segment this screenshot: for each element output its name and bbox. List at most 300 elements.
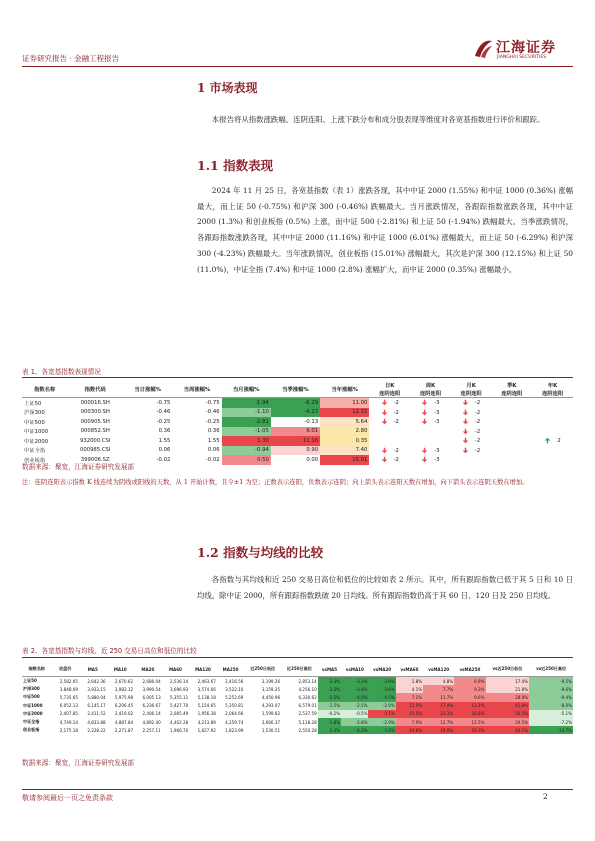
- table-cell: 19.3%: [454, 726, 485, 734]
- pct-change-y: 5.64: [320, 417, 369, 427]
- table-header-row: [22, 381, 573, 398]
- table-cell: 3,848.09: [59, 686, 78, 692]
- table-row: [22, 685, 573, 693]
- arrow-down-icon: [462, 447, 469, 454]
- table-cell: 9.3%: [454, 685, 485, 693]
- table-cell: 2,199.26: [261, 678, 281, 684]
- table-cell: 4.1%: [396, 685, 423, 693]
- streak-value: -2: [393, 419, 399, 426]
- header-divider: [22, 66, 573, 67]
- arrow-down-icon: [381, 456, 388, 463]
- table-cell: 3,696.93: [170, 686, 189, 692]
- table-cell: -5.1%: [529, 710, 573, 718]
- table-cell: -2.5%: [341, 702, 368, 710]
- col-header: MA120: [189, 662, 217, 677]
- table-cell: -7.2%: [529, 718, 573, 726]
- logo-icon: [472, 38, 494, 60]
- table-cell: 4,259.74: [225, 719, 244, 725]
- footer-divider: [22, 789, 573, 790]
- table-cell: -4.3%: [341, 726, 368, 734]
- table-cell: 4,293.07: [261, 703, 281, 709]
- table-cell: 1,966.70: [170, 727, 189, 733]
- table-row: [22, 446, 573, 456]
- streak-value: -3: [434, 457, 440, 464]
- pct-change-q: -4.23: [271, 408, 320, 418]
- col-header: vsMA60: [396, 662, 423, 677]
- col-header: vsMA20: [368, 662, 395, 677]
- table-cell: -9.4%: [529, 693, 573, 701]
- table-cell: -3.4%: [341, 685, 368, 693]
- index-name: 上证50: [24, 400, 42, 407]
- streak-yk: [532, 427, 573, 437]
- streak-qk: [491, 427, 532, 437]
- pct-change-w: 0.36: [207, 428, 220, 435]
- streak-value: -2: [474, 419, 481, 426]
- col-header: 近250日低位: [244, 662, 281, 677]
- table-cell: 2,416.56: [225, 678, 244, 684]
- table-cell: 11.7%: [423, 693, 454, 701]
- pct-change-q: 0.90: [271, 446, 320, 456]
- pct-change-w: 0.06: [207, 447, 220, 454]
- table-cell: 3,990.54: [142, 686, 161, 692]
- table-cell: 3,574.66: [197, 686, 216, 692]
- streak-wk: [410, 455, 451, 465]
- table-cell: 6.9%: [454, 677, 485, 686]
- index-name: 沪深300: [24, 410, 45, 417]
- table-cell: 11.5%: [454, 718, 485, 726]
- arrow-down-icon: [462, 437, 469, 444]
- table-cell: 2,407.85: [59, 711, 78, 717]
- table-cell: 5,350.81: [225, 703, 244, 709]
- table-1-rule: [22, 377, 573, 378]
- streak-mk: [451, 417, 492, 427]
- table-cell: 17.4%: [423, 702, 454, 710]
- table-cell: 4,450.96: [261, 694, 281, 700]
- col-header: vs近250日低位: [486, 662, 530, 677]
- table-1-note: 注：连阴连阳表示指数 K 线连续为阴线或阳线的天数，从 1 开始计数，且令±1 为空；正数表示连阳，负数表示连阴；向上箭头表示连阳天数在增加，向下箭头表示连阴天数在增加。: [22, 479, 529, 486]
- arrow-down-icon: [421, 418, 428, 425]
- streak-yk: [532, 417, 573, 427]
- table-2-source: 数据来源：聚宽，江海证券研究发展部: [22, 759, 135, 767]
- pct-change-q: 0.00: [271, 455, 320, 465]
- pct-change-q: 6.01: [271, 427, 320, 437]
- table-cell: 4,749.14: [59, 719, 78, 725]
- col-header: 当日涨幅%: [123, 381, 172, 398]
- table-cell: 1,530.51: [261, 727, 281, 733]
- table-cell: 1,956.38: [197, 711, 216, 717]
- pct-change-w: -0.02: [205, 456, 220, 463]
- table-cell: 2,670.62: [114, 678, 134, 684]
- streak-wk: [410, 427, 451, 437]
- streak-yk: [532, 408, 573, 418]
- table-cell: 5,355.11: [170, 694, 189, 700]
- pct-change-w: -0.25: [205, 418, 220, 425]
- pct-change-d: 0.36: [158, 428, 171, 435]
- table-row: [22, 718, 573, 726]
- pct-change-d: -0.75: [156, 399, 171, 406]
- arrow-up-icon: [544, 437, 551, 444]
- table-cell: 3,159.25: [261, 686, 281, 692]
- table-2-caption: 表 2、各宽基指数与均线、近 250 交易日高位和低位的比较: [22, 647, 197, 655]
- index-code: 000905.SH: [80, 418, 110, 425]
- col-header: MA250: [217, 662, 245, 677]
- streak-value: -2: [474, 400, 481, 407]
- table-cell: 16.6%: [454, 710, 485, 718]
- col-header: MA10: [107, 662, 135, 677]
- pct-change-m: -0.94: [222, 446, 271, 456]
- section-1-intro: 本报告将从指数涨跌幅、连阴连阳、上涨下跌分布和成分股表现等维度对各宽基指数进行评价和跟踪。: [211, 115, 545, 124]
- company-logo: [472, 36, 572, 64]
- streak-dk: [369, 446, 410, 456]
- pct-change-q: 11.16: [271, 436, 320, 446]
- table-cell: 17.4%: [486, 677, 530, 686]
- table-cell: 2,228.22: [87, 727, 106, 733]
- streak-wk: [410, 417, 451, 427]
- table-cell: 1,827.92: [197, 727, 216, 733]
- streak-mk: [451, 446, 492, 456]
- table-cell: 2,463.67: [197, 678, 216, 684]
- table-cell: 21.8%: [486, 685, 530, 693]
- table-cell: 3,933.15: [87, 686, 106, 692]
- table-cell: 1,599.82: [261, 711, 281, 717]
- table-cell: -0.2%: [318, 710, 341, 718]
- table-cell: -9.5%: [529, 677, 573, 686]
- table-cell: 2,257.11: [142, 727, 161, 733]
- table-cell: 2,536.14: [170, 678, 189, 684]
- table-cell: 5,975.98: [114, 694, 134, 700]
- streak-value: -2: [474, 447, 481, 454]
- page-number: 2: [543, 792, 548, 801]
- logo-chinese: 江海证券: [496, 40, 556, 56]
- streak-yk: [532, 455, 573, 465]
- streak-value: -2: [393, 457, 399, 464]
- table-row: [22, 436, 573, 446]
- arrow-down-icon: [421, 409, 428, 416]
- table-cell: -2.8%: [341, 718, 368, 726]
- table-cell: 42.1%: [486, 726, 530, 734]
- table-1-caption: 表 1、各宽基指数表现情况: [22, 368, 101, 376]
- table-cell: 1.8%: [396, 677, 423, 686]
- index-name: 沪深300: [23, 686, 40, 692]
- pct-change-y: 11.00: [320, 398, 369, 408]
- table-cell: 6,330.62: [298, 694, 317, 700]
- col-header: 当月涨幅%: [222, 381, 271, 398]
- col-header: vsMA120: [423, 662, 454, 677]
- streak-qk: [491, 398, 532, 408]
- table-cell: 6,236.67: [142, 703, 161, 709]
- table-cell: -0.5%: [341, 710, 368, 718]
- col-header: vsMA250: [454, 662, 485, 677]
- table-cell: 5,118.28: [298, 719, 317, 725]
- streak-value: -3: [434, 400, 440, 407]
- index-name: 创业板指: [23, 727, 40, 733]
- index-code: 932000.CSI: [79, 437, 111, 444]
- table-cell: 2,411.52: [87, 711, 106, 717]
- table-cell: -2.9%: [368, 702, 395, 710]
- table-row: [22, 398, 573, 408]
- pct-change-m: 1.30: [222, 436, 271, 446]
- pct-change-m: -1.10: [222, 408, 271, 418]
- col-header: 当年涨幅%: [320, 381, 369, 398]
- index-name: 中证全指: [23, 719, 40, 725]
- index-name: 中证500: [24, 419, 45, 426]
- pct-change-d: -0.02: [156, 456, 171, 463]
- streak-value: -3: [434, 409, 440, 416]
- index-code: 399006.SZ: [80, 456, 110, 463]
- table-cell: 2,853.14: [298, 678, 317, 684]
- table-row: [22, 702, 573, 710]
- table-cell: 23.1%: [423, 710, 454, 718]
- streak-wk: [410, 446, 451, 456]
- table-cell: 7.7%: [423, 685, 454, 693]
- pct-change-m: -1.05: [222, 427, 271, 437]
- index-code: 000300.SH: [80, 409, 110, 416]
- table-cell: 11.5%: [396, 702, 423, 710]
- col-header: 当季涨幅%: [271, 381, 320, 398]
- arrow-down-icon: [381, 409, 388, 416]
- col-header-group: 月K 连阴连阳: [451, 381, 492, 398]
- pct-change-y: 15.01: [320, 455, 369, 465]
- streak-dk: [369, 436, 410, 446]
- section-1-2-paragraph: 各指数与其均线和近 250 交易日高位和低位的比较如表 2 所示。其中，所有跟踪指数已低于其 5 日和 10 日均线。除中证 2000，所有跟踪指数跌破 20 日均线。所有跟踪指数仍高于其 60 日、120 日及 250 日均线。: [197, 575, 573, 600]
- table-cell: 7.9%: [396, 718, 423, 726]
- col-header: 指数代码: [67, 381, 123, 398]
- table-cell: 2,537.59: [298, 711, 317, 717]
- table-cell: 6,579.01: [298, 703, 317, 709]
- table-cell: 15.5%: [396, 710, 423, 718]
- streak-value: -2: [393, 400, 399, 407]
- table-row: [22, 427, 573, 437]
- col-header: MA20: [134, 662, 162, 677]
- table-cell: -2.4%: [318, 726, 341, 734]
- col-header-group: 周K 连阴连阳: [410, 381, 451, 398]
- table-cell: 2,085.49: [170, 711, 189, 717]
- index-code: 000852.SH: [80, 428, 110, 435]
- streak-mk: [451, 436, 492, 446]
- streak-value: -2: [393, 409, 399, 416]
- table-cell: 5,154.65: [197, 703, 216, 709]
- section-1-2-title: 1.2 指数与均线的比较: [197, 545, 324, 560]
- streak-mk: [451, 455, 492, 465]
- pct-change-d: -0.46: [156, 409, 171, 416]
- streak-wk: [410, 436, 451, 446]
- col-header-group: 年K 连阴连阳: [532, 381, 573, 398]
- table-cell: 2,064.66: [225, 711, 244, 717]
- table-cell: 2,271.87: [114, 727, 134, 733]
- table-row: [22, 726, 573, 734]
- table-cell: 50.5%: [486, 710, 530, 718]
- table-cell: 4,892.40: [142, 719, 161, 725]
- table-cell: -2.3%: [318, 677, 341, 686]
- table-cell: 13.1%: [454, 702, 485, 710]
- table-cell: -3.6%: [368, 726, 395, 734]
- streak-qk: [491, 446, 532, 456]
- table-cell: 2,419.02: [114, 711, 134, 717]
- table-cell: 1,823.99: [225, 727, 244, 733]
- streak-wk: [410, 398, 451, 408]
- table-cell: -2.2%: [318, 685, 341, 693]
- col-header: 收盘价: [51, 662, 79, 677]
- col-header: 指数名称: [22, 662, 51, 677]
- table-cell: 4,833.88: [87, 719, 106, 725]
- streak-mk: [451, 427, 492, 437]
- table-cell: 7.1%: [396, 693, 423, 701]
- table-cell: 12.7%: [423, 718, 454, 726]
- streak-value: -2: [393, 447, 399, 454]
- table-cell: 2,406.14: [142, 711, 161, 717]
- streak-value: -2: [474, 409, 481, 416]
- table-cell: -3.6%: [368, 685, 395, 693]
- pct-change-q: -0.13: [271, 417, 320, 427]
- index-name: 中证1000: [23, 702, 43, 708]
- table-1-source: 数据来源：聚宽，江海证券研究发展部: [22, 463, 135, 471]
- index-name: 中证2000: [23, 710, 43, 716]
- table-cell: 5,252.69: [225, 694, 244, 700]
- arrow-down-icon: [462, 418, 469, 425]
- col-header: 近250日高位: [281, 662, 318, 677]
- streak-value: -3: [434, 419, 440, 426]
- table-cell: -2.9%: [368, 718, 395, 726]
- streak-qk: [491, 455, 532, 465]
- index-name: 中证1000: [24, 429, 49, 436]
- arrow-down-icon: [421, 399, 428, 406]
- pct-change-m: -1.94: [222, 398, 271, 408]
- streak-value: -3: [434, 447, 440, 454]
- table-row: [22, 710, 573, 718]
- table-cell: 3,522.10: [225, 686, 244, 692]
- table-header-row: [22, 662, 573, 677]
- table-cell: 4.8%: [423, 677, 454, 686]
- table-cell: 6,005.13: [142, 694, 161, 700]
- table-cell: 4,887.84: [114, 719, 134, 725]
- pct-change-m: 0.50: [222, 455, 271, 465]
- arrow-down-icon: [462, 428, 469, 435]
- arrow-down-icon: [421, 456, 428, 463]
- pct-change-d: 1.55: [158, 437, 171, 444]
- streak-qk: [491, 408, 532, 418]
- pct-change-d: -0.25: [156, 418, 171, 425]
- pct-change-w: 1.55: [207, 437, 220, 444]
- streak-mk: [451, 408, 492, 418]
- col-header-group: 日K 连阴连阳: [369, 381, 410, 398]
- table-cell: 19.0%: [423, 726, 454, 734]
- table-cell: 5,880.04: [87, 694, 106, 700]
- table-cell: -1.8%: [318, 718, 341, 726]
- table-cell: -4.0%: [341, 693, 368, 701]
- table-cell: -1.5%: [318, 702, 341, 710]
- table-row: [22, 417, 573, 427]
- table-cell: 2,175.18: [59, 727, 78, 733]
- table-cell: 10.6%: [396, 726, 423, 734]
- pct-change-d: 0.06: [158, 447, 171, 454]
- streak-yk: [532, 436, 573, 446]
- streak-wk: [410, 408, 451, 418]
- table-cell: -14.7%: [529, 726, 573, 734]
- streak-dk: [369, 398, 410, 408]
- table-row: [22, 677, 573, 686]
- streak-dk: [369, 408, 410, 418]
- table-2-rule: [22, 657, 573, 658]
- table-cell: -4.5%: [368, 693, 395, 701]
- table-cell: 4,256.10: [298, 686, 317, 692]
- col-header: MA5: [79, 662, 107, 677]
- pct-change-y: 2.80: [320, 427, 369, 437]
- pct-change-m: -2.81: [222, 417, 271, 427]
- pct-change-w: -0.75: [205, 399, 220, 406]
- table-cell: 5,427.70: [170, 703, 189, 709]
- index-code: 000985.CSI: [79, 447, 111, 454]
- arrow-down-icon: [381, 399, 388, 406]
- col-header: vsMA5: [318, 662, 341, 677]
- streak-dk: [369, 427, 410, 437]
- pct-change-w: -0.46: [205, 409, 220, 416]
- arrow-down-icon: [462, 409, 469, 416]
- footer-disclaimer: 敬请参阅最后一页之免责条款: [22, 794, 113, 802]
- arrow-down-icon: [381, 418, 388, 425]
- col-header-group: 季K 连阴连阳: [491, 381, 532, 398]
- table-row: [22, 408, 573, 418]
- index-name: 上证50: [23, 678, 37, 684]
- table-cell: 5,138.18: [197, 694, 216, 700]
- table-cell: 2,582.05: [59, 678, 78, 684]
- index-name: 创业板指: [24, 457, 46, 464]
- table-cell: 6,206.45: [114, 703, 134, 709]
- index-performance-table: [22, 381, 573, 465]
- arrow-down-icon: [462, 399, 469, 406]
- table-cell: -8.0%: [529, 702, 573, 710]
- col-header: MA60: [162, 662, 190, 677]
- report-category: 证券研究报告 · 金融工程报告: [22, 54, 120, 63]
- table-cell: 4,213.89: [197, 719, 216, 725]
- table-cell: 2,550.28: [298, 727, 317, 733]
- table-cell: -2.5%: [318, 693, 341, 701]
- pct-change-y: 7.40: [320, 446, 369, 456]
- table-cell: 4,402.28: [170, 719, 189, 725]
- streak-yk: [532, 446, 573, 456]
- pct-change-y: 12.15: [320, 408, 369, 418]
- table-cell: 0.1%: [368, 710, 395, 718]
- logo-english: JIANGHAI SECURITIES: [497, 55, 547, 60]
- table-cell: 9.6%: [454, 693, 485, 701]
- streak-value: -2: [474, 438, 481, 445]
- table-cell: 6,145.17: [87, 703, 106, 709]
- table-row: [22, 693, 573, 701]
- col-header: 指数名称: [22, 381, 67, 398]
- arrow-down-icon: [421, 447, 428, 454]
- table-cell: 6,052.13: [59, 703, 78, 709]
- streak-yk: [532, 398, 573, 408]
- streak-mk: [451, 398, 492, 408]
- index-code: 000016.SH: [80, 399, 110, 406]
- col-header: vsMA10: [341, 662, 368, 677]
- table-cell: 41.0%: [486, 702, 530, 710]
- table-cell: 2,686.04: [142, 678, 161, 684]
- table-cell: 3,982.12: [114, 686, 134, 692]
- streak-value: -2: [474, 428, 481, 435]
- index-name: 中证500: [23, 694, 40, 700]
- streak-qk: [491, 436, 532, 446]
- table-cell: 3,666.37: [261, 719, 281, 725]
- section-1-1-paragraph: 2024 年 11 月 25 日，各宽基指数（表 1）涨跌各现，其中中证 2000 (1.55%) 和中证 1000 (0.36%) 涨幅最大，而上证 50 (-0.75%) 和沪深 300 (-0.46%) 跌幅最大。当月涨跌情况，各跟踪指数涨跌各现，其中中证 2000 (1.3%) 和创业板指 (0.5%) 上涨，而中证 500 (-2.81%) 和上证 50 (-1.94%) 跌幅最大。当季涨跌情况，各跟踪指数涨跌各现，其中中证 2000 (11.16%) 和中证 1000 (6.01%) 涨幅最大，而上证 50 (-6.29%) 和沪深 300 (-4.23%) 跌幅最大。当年涨跌情况，创业板指 (15.01%) 涨幅最大，其次是沪深 300 (12.15%) 和上证 50 (11.0%)，中证全指 (7.4%) 和中证 1000 (2.8%) 涨幅扩大，而中证 2000 (0.35%) 涨幅最小。: [197, 186, 573, 274]
- table-cell: 5,735.65: [59, 694, 78, 700]
- index-name: 中证2000: [24, 438, 49, 445]
- table-cell: 29.5%: [486, 718, 530, 726]
- table-cell: -3.9%: [368, 677, 395, 686]
- table-cell: 2,642.36: [87, 678, 106, 684]
- table-cell: -9.6%: [529, 685, 573, 693]
- pct-change-q: -6.29: [271, 398, 320, 408]
- col-header: vs近250日高位: [529, 662, 573, 677]
